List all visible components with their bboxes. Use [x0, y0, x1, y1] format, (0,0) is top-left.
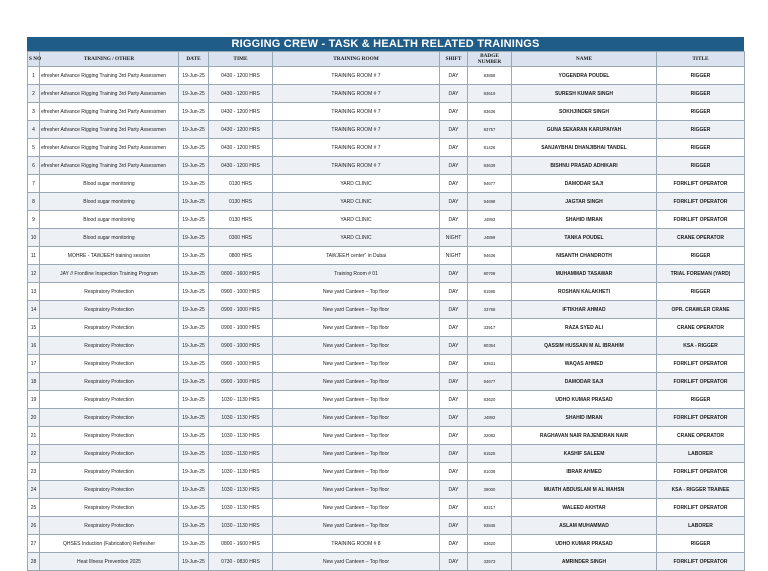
- col-header-time: TIME: [209, 52, 273, 67]
- col-header-sno: S NO: [28, 52, 40, 67]
- room-cell: YARD CLINIC: [273, 193, 440, 211]
- name-cell: ROSHAN KALAKHETI: [512, 283, 657, 301]
- room-cell: New yard Canteen – Top floor: [273, 517, 440, 535]
- time-cell: 0900 - 1000 HRS: [209, 373, 273, 391]
- shift-cell: DAY: [440, 535, 468, 553]
- col-header-name: NAME: [512, 52, 657, 67]
- room-cell: YARD CLINIC: [273, 211, 440, 229]
- sno-cell: 3: [28, 103, 40, 121]
- name-cell: YOGENDRA POUDEL: [512, 67, 657, 85]
- training-cell: Blood sugar monitoring: [40, 229, 179, 247]
- date-cell: 19-Jun-25: [179, 391, 209, 409]
- badge-cell: 83757: [468, 121, 512, 139]
- table-row: [28, 121, 745, 139]
- training-cell: efresher Advance Rigging Training 3rd Party Assessmen: [40, 157, 179, 175]
- title-cell: CRANE OPERATOR: [657, 427, 745, 445]
- sno-cell: 25: [28, 499, 40, 517]
- training-cell: Respiratory Protection: [40, 409, 179, 427]
- shift-cell: DAY: [440, 283, 468, 301]
- badge-cell: 81525: [468, 445, 512, 463]
- badge-cell: 94677: [468, 373, 512, 391]
- table-row: [28, 463, 745, 481]
- date-cell: 19-Jun-25: [179, 445, 209, 463]
- time-cell: 1030 - 1130 HRS: [209, 499, 273, 517]
- title-cell: FORKLIFT OPERATOR: [657, 373, 745, 391]
- shift-cell: DAY: [440, 103, 468, 121]
- sno-cell: 27: [28, 535, 40, 553]
- title-cell: LABORER: [657, 517, 745, 535]
- date-cell: 19-Jun-25: [179, 373, 209, 391]
- shift-cell: DAY: [440, 157, 468, 175]
- time-cell: 1030 - 1130 HRS: [209, 481, 273, 499]
- name-cell: ASLAM MUHAMMAD: [512, 517, 657, 535]
- badge-cell: J4893: [468, 409, 512, 427]
- title-cell: FORKLIFT OPERATOR: [657, 355, 745, 373]
- name-cell: IBRAR AHMED: [512, 463, 657, 481]
- name-cell: DAMODAR SAJI: [512, 373, 657, 391]
- room-cell: TRAINING ROOM # 8: [273, 535, 440, 553]
- shift-cell: DAY: [440, 517, 468, 535]
- table-row: [28, 157, 745, 175]
- title-cell: TRIAL FOREMAN (YARD): [657, 265, 745, 283]
- sno-cell: 14: [28, 301, 40, 319]
- name-cell: SURESH KUMAR SINGH: [512, 85, 657, 103]
- table-row: [28, 553, 745, 571]
- training-table: [27, 51, 745, 571]
- training-cell: efresher Advance Rigging Training 3rd Party Assessmen: [40, 121, 179, 139]
- shift-cell: DAY: [440, 193, 468, 211]
- title-cell: FORKLIFT OPERATOR: [657, 553, 745, 571]
- time-cell: 0900 - 1000 HRS: [209, 283, 273, 301]
- title-cell: FORKLIFT OPERATOR: [657, 193, 745, 211]
- room-cell: New yard Canteen – Top floor: [273, 445, 440, 463]
- date-cell: 19-Jun-25: [179, 409, 209, 427]
- training-schedule-sheet: [27, 37, 744, 571]
- name-cell: SANJAYBHAI DHANJIBHAI TANDEL: [512, 139, 657, 157]
- badge-cell: 83619: [468, 85, 512, 103]
- badge-cell: 81595: [468, 283, 512, 301]
- sno-cell: 5: [28, 139, 40, 157]
- name-cell: QASSIM HUSSAIN M AL IBRAHIM: [512, 337, 657, 355]
- sno-cell: 16: [28, 337, 40, 355]
- training-cell: Respiratory Protection: [40, 463, 179, 481]
- room-cell: TAWJEEH center" in Dubai: [273, 247, 440, 265]
- time-cell: 1030 - 1130 HRS: [209, 445, 273, 463]
- time-cell: 1030 - 1130 HRS: [209, 517, 273, 535]
- name-cell: GUNA SEKARAN KARUPAIYAH: [512, 121, 657, 139]
- room-cell: New yard Canteen – Top floor: [273, 391, 440, 409]
- table-row: [28, 535, 745, 553]
- col-header-shift: SHIFT: [440, 52, 468, 67]
- time-cell: 1030 - 1130 HRS: [209, 391, 273, 409]
- sno-cell: 26: [28, 517, 40, 535]
- room-cell: New yard Canteen – Top floor: [273, 499, 440, 517]
- table-row: [28, 337, 745, 355]
- room-cell: YARD CLINIC: [273, 229, 440, 247]
- title-cell: FORKLIFT OPERATOR: [657, 211, 745, 229]
- name-cell: DAMODAR SAJI: [512, 175, 657, 193]
- shift-cell: DAY: [440, 553, 468, 571]
- badge-cell: 81426: [468, 139, 512, 157]
- name-cell: WAQAS AHMED: [512, 355, 657, 373]
- time-cell: 1030 - 1130 HRS: [209, 427, 273, 445]
- sno-cell: 4: [28, 121, 40, 139]
- name-cell: UDHO KUMAR PRASAD: [512, 391, 657, 409]
- col-header-badge: BADGE NUMBER: [468, 52, 512, 67]
- sno-cell: 24: [28, 481, 40, 499]
- training-cell: efresher Advance Rigging Training 3rd Party Assessmen: [40, 67, 179, 85]
- time-cell: 0900 - 1000 HRS: [209, 319, 273, 337]
- badge-cell: J4899: [468, 229, 512, 247]
- shift-cell: DAY: [440, 301, 468, 319]
- table-row: [28, 103, 745, 121]
- date-cell: 19-Jun-25: [179, 301, 209, 319]
- table-row: [28, 247, 745, 265]
- sno-cell: 6: [28, 157, 40, 175]
- badge-cell: 33768: [468, 301, 512, 319]
- time-cell: 0430 - 1200 HRS: [209, 67, 273, 85]
- name-cell: UDHO KUMAR PRASAD: [512, 535, 657, 553]
- training-cell: Heat Illness Prevention 2025: [40, 553, 179, 571]
- name-cell: AMRINDER SINGH: [512, 553, 657, 571]
- badge-cell: 94636: [468, 247, 512, 265]
- shift-cell: DAY: [440, 427, 468, 445]
- badge-cell: 93845: [468, 517, 512, 535]
- date-cell: 19-Jun-25: [179, 355, 209, 373]
- training-cell: QHSES Induction (Fabrication) Refresher: [40, 535, 179, 553]
- date-cell: 19-Jun-25: [179, 85, 209, 103]
- sno-cell: 9: [28, 211, 40, 229]
- date-cell: 19-Jun-25: [179, 463, 209, 481]
- room-cell: New yard Canteen – Top floor: [273, 409, 440, 427]
- table-row: [28, 175, 745, 193]
- header-row: [28, 52, 745, 67]
- room-cell: New yard Canteen – Top floor: [273, 481, 440, 499]
- shift-cell: NIGHT: [440, 247, 468, 265]
- sno-cell: 2: [28, 85, 40, 103]
- badge-cell: 33573: [468, 553, 512, 571]
- name-cell: TANKA POUDEL: [512, 229, 657, 247]
- title-cell: KSA - RIGGER TRAINEE: [657, 481, 745, 499]
- badge-cell: 83636: [468, 103, 512, 121]
- room-cell: New yard Canteen – Top floor: [273, 463, 440, 481]
- shift-cell: NIGHT: [440, 229, 468, 247]
- badge-cell: 80708: [468, 265, 512, 283]
- shift-cell: DAY: [440, 337, 468, 355]
- training-cell: JAY // Frontline Inspection Training Program: [40, 265, 179, 283]
- title-cell: RIGGER: [657, 391, 745, 409]
- title-cell: RIGGER: [657, 103, 745, 121]
- sno-cell: 1: [28, 67, 40, 85]
- shift-cell: DAY: [440, 481, 468, 499]
- title-cell: FORKLIFT OPERATOR: [657, 175, 745, 193]
- name-cell: SHAHID IMRAN: [512, 409, 657, 427]
- table-row: [28, 265, 745, 283]
- training-cell: Blood sugar monitoring: [40, 193, 179, 211]
- training-cell: Respiratory Protection: [40, 337, 179, 355]
- time-cell: 0430 - 1200 HRS: [209, 103, 273, 121]
- training-cell: Blood sugar monitoring: [40, 211, 179, 229]
- shift-cell: DAY: [440, 445, 468, 463]
- title-cell: KSA - RIGGER: [657, 337, 745, 355]
- sno-cell: 8: [28, 193, 40, 211]
- table-row: [28, 211, 745, 229]
- training-cell: efresher Advance Rigging Training 3rd Party Assessmen: [40, 103, 179, 121]
- title-cell: RIGGER: [657, 85, 745, 103]
- table-row: [28, 85, 745, 103]
- time-cell: 0430 - 1200 HRS: [209, 139, 273, 157]
- time-cell: 0430 - 1200 HRS: [209, 121, 273, 139]
- table-row: [28, 67, 745, 85]
- title-cell: RIGGER: [657, 535, 745, 553]
- sno-cell: 21: [28, 427, 40, 445]
- title-cell: CRANE OPERATOR: [657, 229, 745, 247]
- training-cell: Respiratory Protection: [40, 319, 179, 337]
- date-cell: 19-Jun-25: [179, 283, 209, 301]
- date-cell: 19-Jun-25: [179, 553, 209, 571]
- date-cell: 19-Jun-25: [179, 139, 209, 157]
- training-cell: Respiratory Protection: [40, 283, 179, 301]
- date-cell: 19-Jun-25: [179, 67, 209, 85]
- badge-cell: J4893: [468, 211, 512, 229]
- sno-cell: 12: [28, 265, 40, 283]
- sno-cell: 19: [28, 391, 40, 409]
- title-cell: RIGGER: [657, 283, 745, 301]
- time-cell: 0430 - 1200 HRS: [209, 85, 273, 103]
- sno-cell: 18: [28, 373, 40, 391]
- training-cell: Respiratory Protection: [40, 499, 179, 517]
- title-cell: RIGGER: [657, 157, 745, 175]
- date-cell: 19-Jun-25: [179, 535, 209, 553]
- table-row: [28, 283, 745, 301]
- sno-cell: 22: [28, 445, 40, 463]
- table-row: [28, 139, 745, 157]
- date-cell: 19-Jun-25: [179, 337, 209, 355]
- title-cell: CRANE OPERATOR: [657, 319, 745, 337]
- training-cell: MOHRE - TAWJEEH training session: [40, 247, 179, 265]
- shift-cell: DAY: [440, 463, 468, 481]
- time-cell: 0130 HRS: [209, 175, 273, 193]
- badge-cell: 83639: [468, 157, 512, 175]
- training-cell: Respiratory Protection: [40, 517, 179, 535]
- badge-cell: 94698: [468, 193, 512, 211]
- time-cell: 0300 HRS: [209, 229, 273, 247]
- room-cell: New yard Canteen – Top floor: [273, 319, 440, 337]
- sno-cell: 28: [28, 553, 40, 571]
- room-cell: New yard Canteen – Top floor: [273, 355, 440, 373]
- date-cell: 19-Jun-25: [179, 121, 209, 139]
- date-cell: 19-Jun-25: [179, 499, 209, 517]
- badge-cell: 39000: [468, 481, 512, 499]
- date-cell: 19-Jun-25: [179, 193, 209, 211]
- time-cell: 0130 HRS: [209, 211, 273, 229]
- room-cell: New yard Canteen – Top floor: [273, 283, 440, 301]
- date-cell: 19-Jun-25: [179, 427, 209, 445]
- shift-cell: DAY: [440, 211, 468, 229]
- title-cell: OPR. CRAWLER CRANE: [657, 301, 745, 319]
- shift-cell: DAY: [440, 175, 468, 193]
- room-cell: TRAINING ROOM # 7: [273, 121, 440, 139]
- name-cell: JAGTAR SINGH: [512, 193, 657, 211]
- table-row: [28, 409, 745, 427]
- training-cell: Respiratory Protection: [40, 301, 179, 319]
- sno-cell: 13: [28, 283, 40, 301]
- table-row: [28, 301, 745, 319]
- name-cell: NISANTH CHANDROTH: [512, 247, 657, 265]
- time-cell: 0900 - 1000 HRS: [209, 355, 273, 373]
- title-cell: FORKLIFT OPERATOR: [657, 499, 745, 517]
- name-cell: RAZA SYED ALI: [512, 319, 657, 337]
- time-cell: 0430 - 1200 HRS: [209, 157, 273, 175]
- table-row: [28, 373, 745, 391]
- date-cell: 19-Jun-25: [179, 211, 209, 229]
- time-cell: 0900 - 1000 HRS: [209, 337, 273, 355]
- sno-cell: 15: [28, 319, 40, 337]
- name-cell: SHAHID IMRAN: [512, 211, 657, 229]
- room-cell: New yard Canteen – Top floor: [273, 373, 440, 391]
- date-cell: 19-Jun-25: [179, 481, 209, 499]
- name-cell: MUATH ABDUSLAM M AL MAHSN: [512, 481, 657, 499]
- name-cell: BISHNU PRASAD ADHIKARI: [512, 157, 657, 175]
- col-header-title: TITLE: [657, 52, 745, 67]
- shift-cell: DAY: [440, 139, 468, 157]
- shift-cell: DAY: [440, 85, 468, 103]
- name-cell: IFTIKHAR AHMAD: [512, 301, 657, 319]
- training-cell: Respiratory Protection: [40, 481, 179, 499]
- shift-cell: DAY: [440, 409, 468, 427]
- room-cell: YARD CLINIC: [273, 175, 440, 193]
- name-cell: KASHIF SALEEM: [512, 445, 657, 463]
- time-cell: 0730 - 0830 HRS: [209, 553, 273, 571]
- title-cell: RIGGER: [657, 139, 745, 157]
- sno-cell: 7: [28, 175, 40, 193]
- table-row: [28, 229, 745, 247]
- badge-cell: 32082: [468, 427, 512, 445]
- table-row: [28, 499, 745, 517]
- time-cell: 0130 HRS: [209, 193, 273, 211]
- time-cell: 1030 - 1130 HRS: [209, 409, 273, 427]
- time-cell: 0800 - 1600 HRS: [209, 535, 273, 553]
- title-cell: FORKLIFT OPERATOR: [657, 409, 745, 427]
- training-cell: Respiratory Protection: [40, 391, 179, 409]
- date-cell: 19-Jun-25: [179, 247, 209, 265]
- shift-cell: DAY: [440, 373, 468, 391]
- title-cell: LABORER: [657, 445, 745, 463]
- sheet-title: RIGGING CREW - TASK & HEALTH RELATED TRAININGS: [27, 37, 744, 51]
- table-row: [28, 517, 745, 535]
- badge-cell: 83858: [468, 67, 512, 85]
- room-cell: New yard Canteen – Top floor: [273, 337, 440, 355]
- shift-cell: DAY: [440, 391, 468, 409]
- title-cell: RIGGER: [657, 247, 745, 265]
- title-cell: RIGGER: [657, 121, 745, 139]
- badge-cell: 83217: [468, 499, 512, 517]
- badge-cell: 94677: [468, 175, 512, 193]
- badge-cell: 83620: [468, 391, 512, 409]
- time-cell: 1030 - 1130 HRS: [209, 463, 273, 481]
- shift-cell: DAY: [440, 67, 468, 85]
- date-cell: 19-Jun-25: [179, 103, 209, 121]
- badge-cell: 80354: [468, 337, 512, 355]
- sno-cell: 17: [28, 355, 40, 373]
- training-cell: Respiratory Protection: [40, 355, 179, 373]
- date-cell: 19-Jun-25: [179, 265, 209, 283]
- sno-cell: 10: [28, 229, 40, 247]
- training-cell: Respiratory Protection: [40, 445, 179, 463]
- room-cell: TRAINING ROOM # 7: [273, 103, 440, 121]
- shift-cell: DAY: [440, 499, 468, 517]
- table-row: [28, 427, 745, 445]
- name-cell: WALEED AKHTAR: [512, 499, 657, 517]
- title-cell: FORKLIFT OPERATOR: [657, 463, 745, 481]
- date-cell: 19-Jun-25: [179, 517, 209, 535]
- table-row: [28, 391, 745, 409]
- training-cell: Respiratory Protection: [40, 373, 179, 391]
- name-cell: SOKHJINDER SINGH: [512, 103, 657, 121]
- table-row: [28, 445, 745, 463]
- table-row: [28, 355, 745, 373]
- table-row: [28, 481, 745, 499]
- badge-cell: 83531: [468, 355, 512, 373]
- date-cell: 19-Jun-25: [179, 319, 209, 337]
- title-cell: RIGGER: [657, 67, 745, 85]
- col-header-training: TRAINING / OTHER: [40, 52, 179, 67]
- room-cell: TRAINING ROOM # 7: [273, 139, 440, 157]
- room-cell: New yard Canteen – Top floor: [273, 427, 440, 445]
- badge-cell: 33917: [468, 319, 512, 337]
- time-cell: 0800 HRS: [209, 247, 273, 265]
- badge-cell: 81038: [468, 463, 512, 481]
- room-cell: TRAINING ROOM # 7: [273, 157, 440, 175]
- sno-cell: 23: [28, 463, 40, 481]
- shift-cell: DAY: [440, 121, 468, 139]
- time-cell: 0800 - 1600 HRS: [209, 265, 273, 283]
- room-cell: TRAINING ROOM # 7: [273, 67, 440, 85]
- badge-cell: 83620: [468, 535, 512, 553]
- training-cell: efresher Advance Rigging Training 3rd Party Assessmen: [40, 139, 179, 157]
- name-cell: MUHAMMAD TASAWAR: [512, 265, 657, 283]
- sno-cell: 11: [28, 247, 40, 265]
- col-header-room: TRAINING ROOM: [273, 52, 440, 67]
- room-cell: TRAINING ROOM # 7: [273, 85, 440, 103]
- shift-cell: DAY: [440, 319, 468, 337]
- table-row: [28, 193, 745, 211]
- training-cell: Blood sugar monitoring: [40, 175, 179, 193]
- room-cell: New yard Canteen – Top floor: [273, 553, 440, 571]
- training-cell: efresher Advance Rigging Training 3rd Party Assessmen: [40, 85, 179, 103]
- date-cell: 19-Jun-25: [179, 157, 209, 175]
- training-cell: Respiratory Protection: [40, 427, 179, 445]
- name-cell: RAGHAVAN NAIR RAJENDRAN NAIR: [512, 427, 657, 445]
- time-cell: 0900 - 1000 HRS: [209, 301, 273, 319]
- col-header-date: DATE: [179, 52, 209, 67]
- room-cell: Training Room # 01: [273, 265, 440, 283]
- shift-cell: DAY: [440, 355, 468, 373]
- table-row: [28, 319, 745, 337]
- date-cell: 19-Jun-25: [179, 175, 209, 193]
- sno-cell: 20: [28, 409, 40, 427]
- shift-cell: DAY: [440, 265, 468, 283]
- date-cell: 19-Jun-25: [179, 229, 209, 247]
- room-cell: New yard Canteen – Top floor: [273, 301, 440, 319]
